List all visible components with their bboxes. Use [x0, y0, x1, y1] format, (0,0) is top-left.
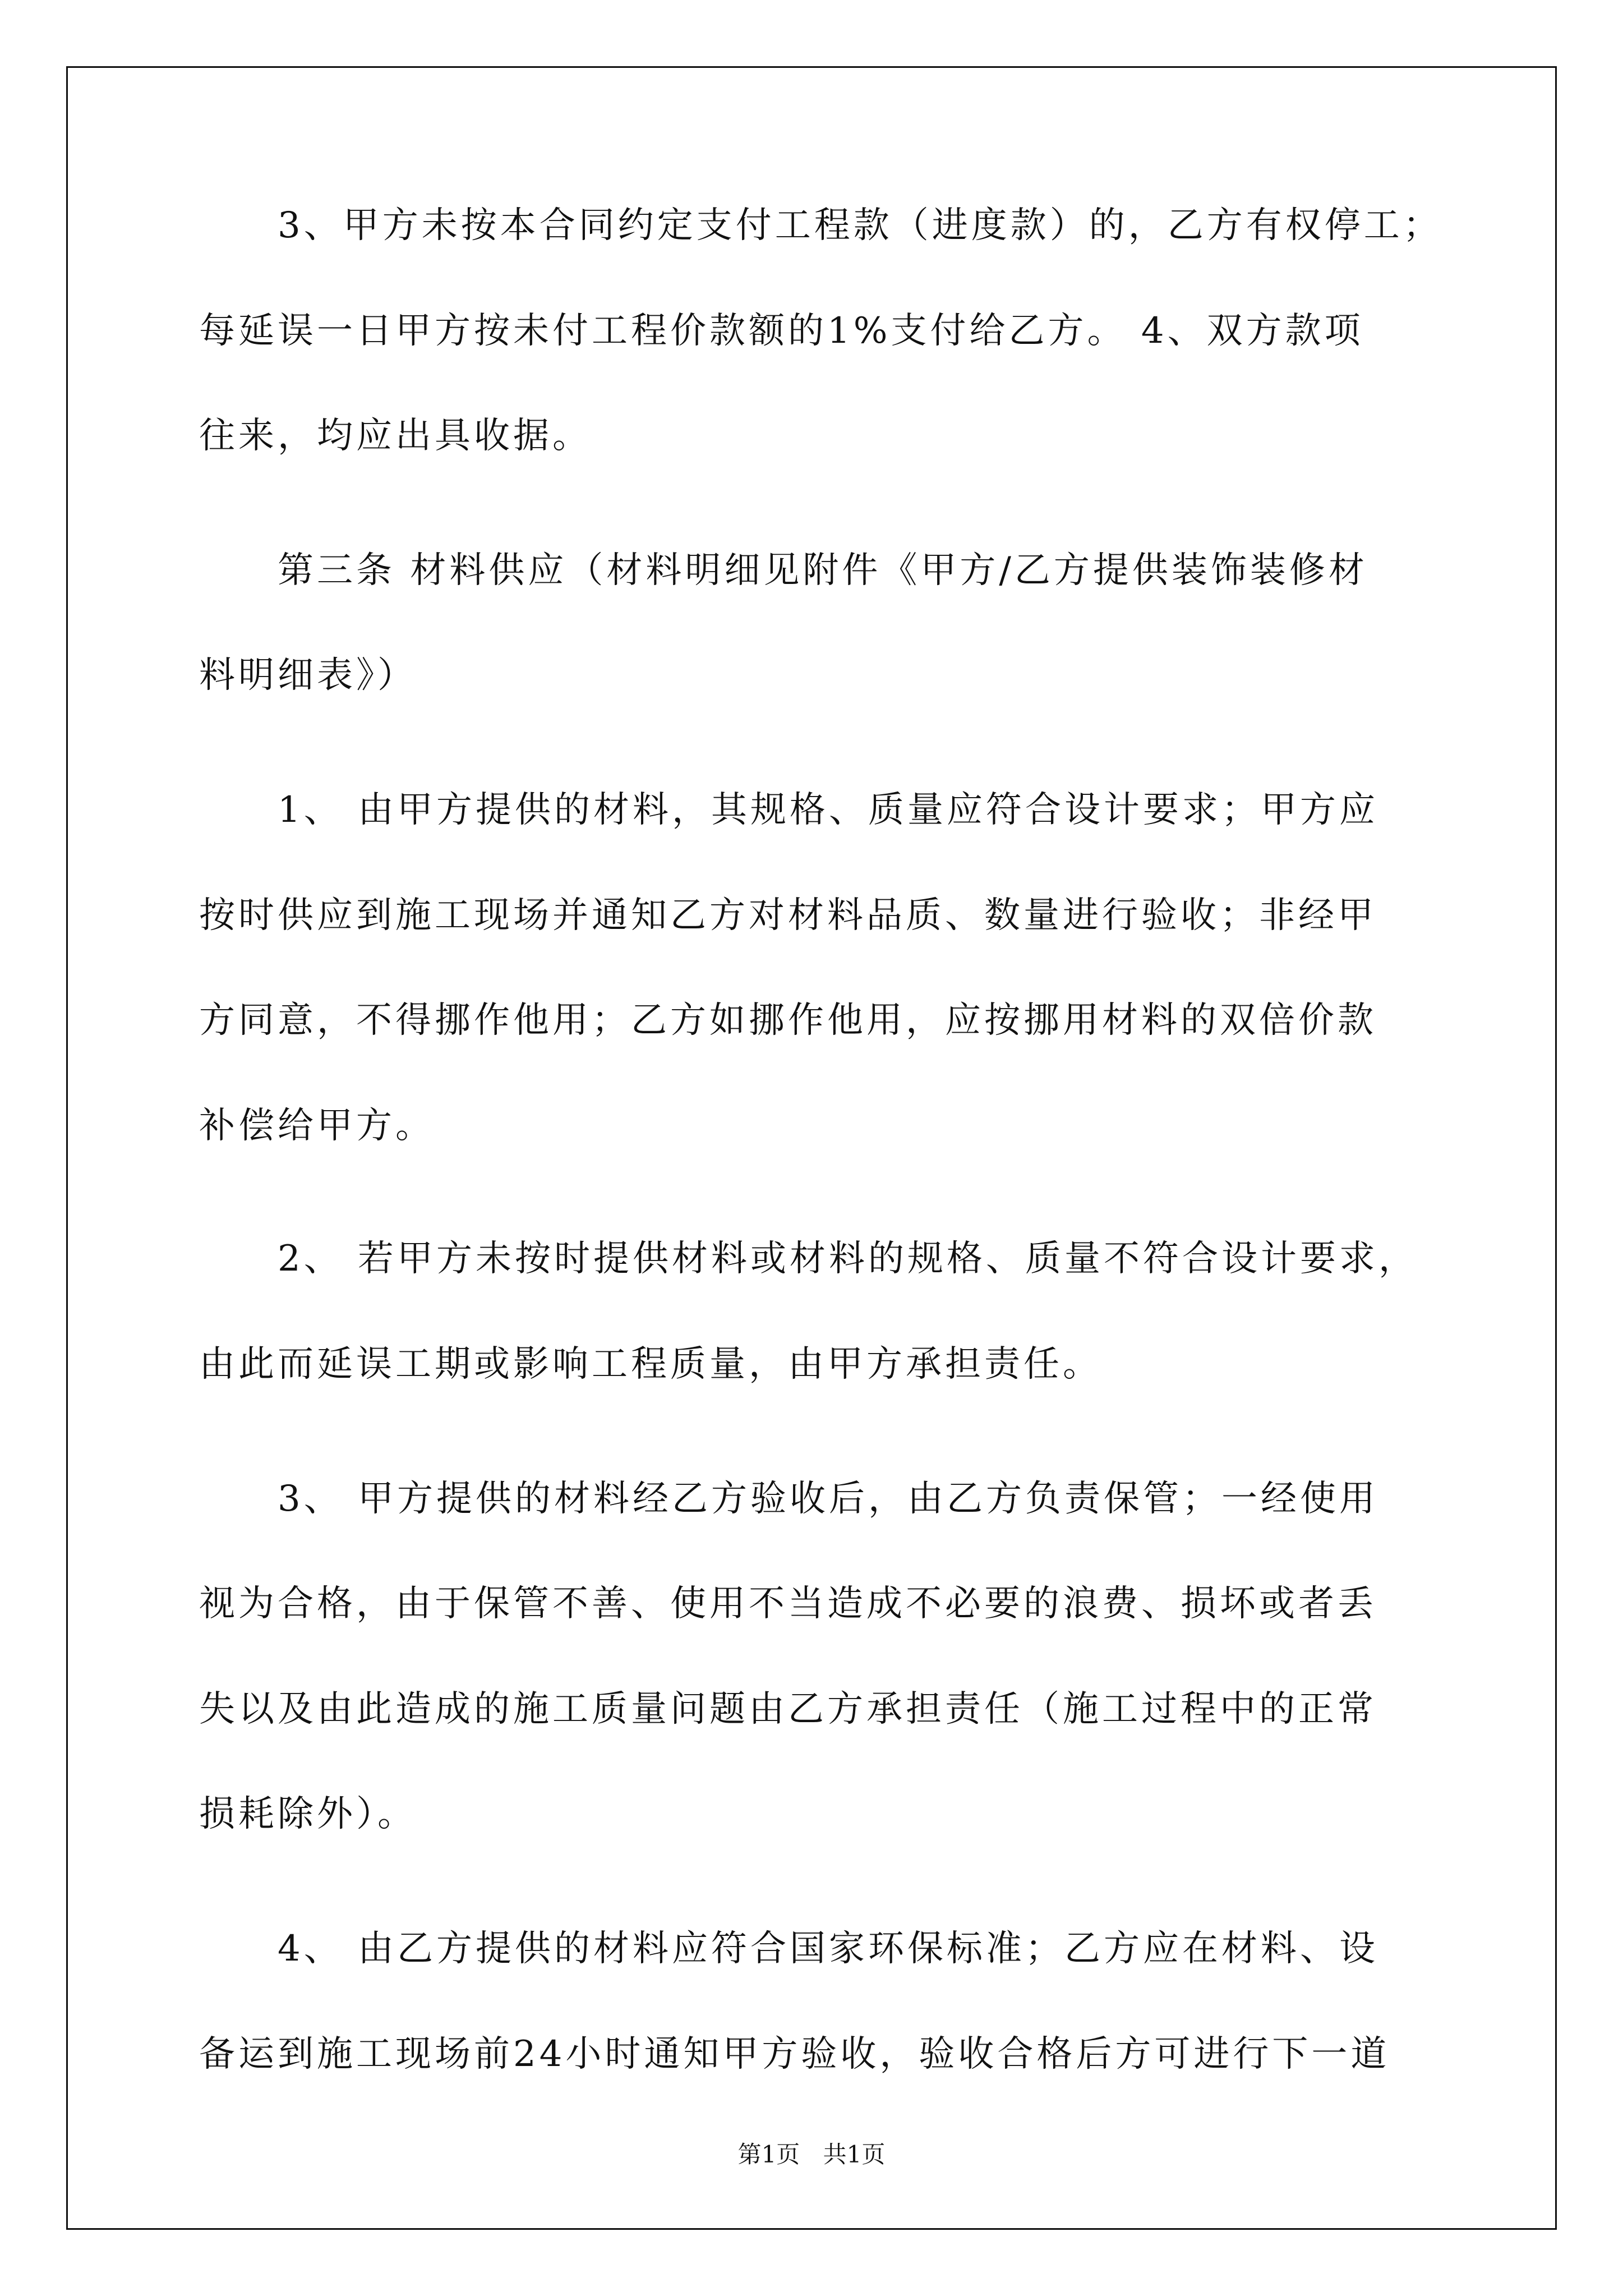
- text-line: 补偿给甲方。: [199, 1105, 435, 1147]
- text-line: 按时供应到施工现场并通知乙方对材料品质、数量进行验收；非经甲: [199, 895, 1377, 936]
- page-number: 第1页: [737, 2141, 800, 2168]
- text-line: 方同意，不得挪作他用；乙方如挪作他用，应按挪用材料的双倍价款: [199, 1000, 1377, 1041]
- text-line: 料明细表》）: [199, 655, 417, 696]
- text-line: 2、 若甲方未按时提供材料或材料的规格、质量不符合设计要求，: [278, 1238, 1418, 1280]
- text-line: 4、 由乙方提供的材料应符合国家环保标准；乙方应在材料、设: [278, 1928, 1379, 1970]
- text-line: 1、 由甲方提供的材料，其规格、质量应符合设计要求；甲方应: [278, 789, 1379, 831]
- text-line: 由此而延误工期或影响工程质量，由甲方承担责任。: [199, 1343, 1102, 1385]
- section-heading: 第三条 材料供应（材料明细见附件《甲方/乙方提供装饰装修材: [278, 550, 1368, 591]
- page-total: 共1页: [823, 2141, 886, 2168]
- text-line: 3、甲方未按本合同约定支付工程款（进度款）的，乙方有权停工；: [278, 205, 1442, 246]
- page-frame: [66, 66, 1557, 2230]
- text-line: 视为合格，由于保管不善、使用不当造成不必要的浪费、损坏或者丢: [199, 1583, 1377, 1625]
- page-footer: [0, 2136, 1623, 2170]
- text-line: 3、 甲方提供的材料经乙方验收后，由乙方负责保管；一经使用: [278, 1478, 1379, 1520]
- text-line: 损耗除外）。: [199, 1793, 417, 1835]
- text-line: 往来，均应出具收据。: [199, 415, 592, 457]
- text-line: 失以及由此造成的施工质量问题由乙方承担责任（施工过程中的正常: [199, 1688, 1377, 1730]
- text-line: 每延误一日甲方按未付工程价款额的1%支付给乙方。 4、双方款项: [199, 310, 1364, 352]
- text-line: 备运到施工现场前24小时通知甲方验收，验收合格后方可进行下一道: [199, 2033, 1390, 2075]
